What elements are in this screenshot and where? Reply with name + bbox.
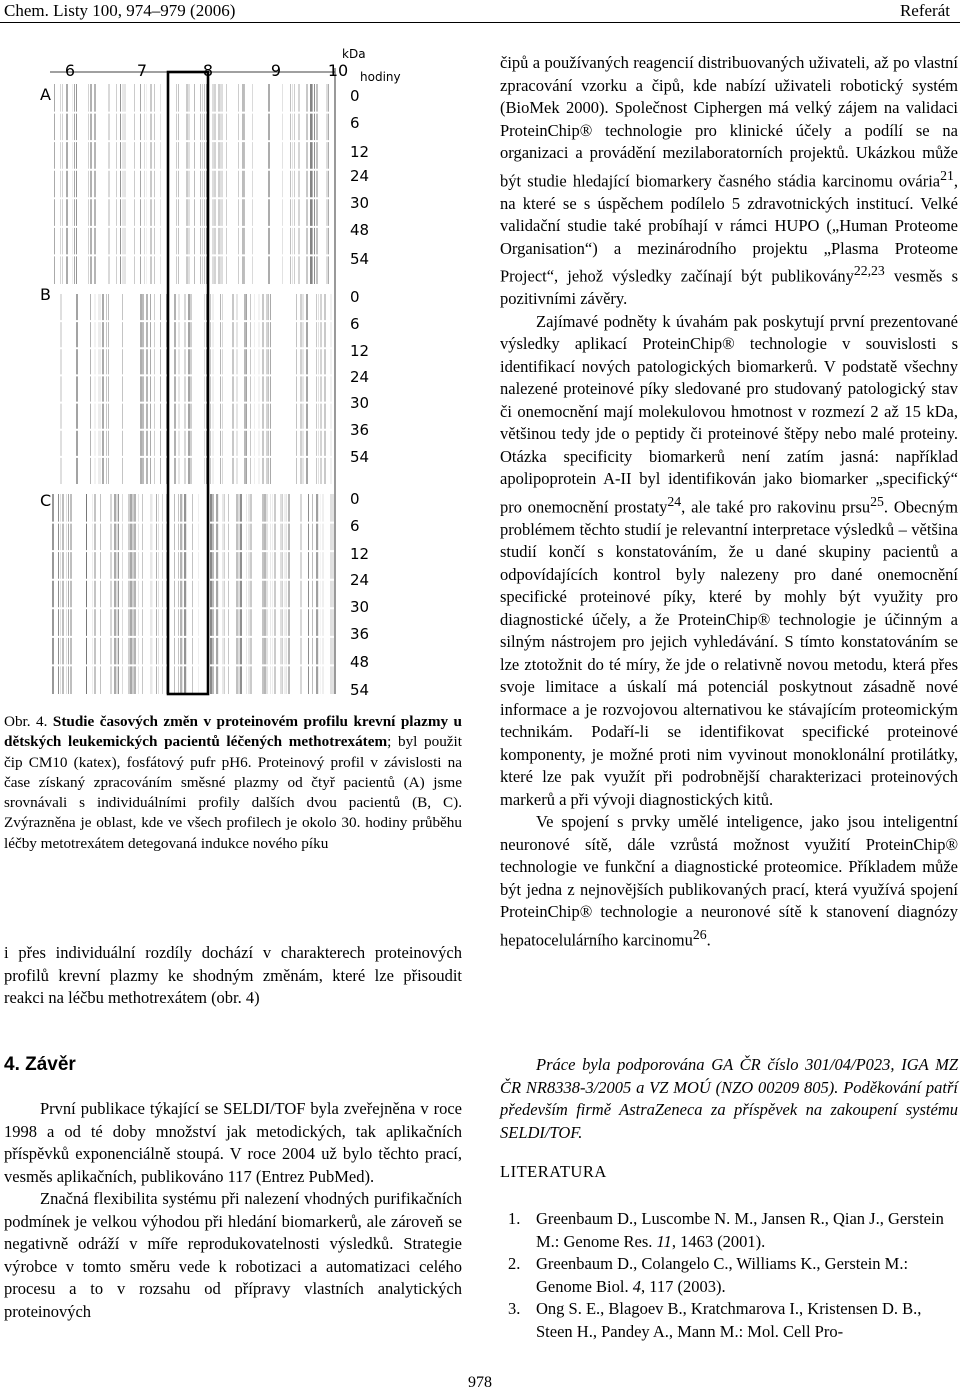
gel-band	[314, 84, 315, 284]
gel-band	[300, 494, 302, 694]
mass-tick-9: 9	[270, 61, 282, 80]
gel-band	[272, 494, 273, 694]
gel-band	[140, 294, 142, 484]
citation-sup: 26	[692, 926, 707, 942]
gel-band	[286, 494, 287, 694]
gel-band	[200, 84, 201, 284]
gel-band	[174, 494, 175, 694]
ref-text: Ong S. E., Blagoev B., Kratchmarova I., Kristensen D. B., Steen H., Pandey A., Mann M.: Mol. Cell Pro-	[536, 1299, 922, 1341]
gel-band	[90, 84, 92, 284]
gel-band	[202, 84, 203, 284]
gel-band	[298, 84, 300, 284]
gel-band	[284, 494, 286, 694]
gel-band	[122, 494, 123, 694]
gel-band	[98, 294, 100, 484]
gel-band	[216, 494, 218, 694]
gel-band	[142, 294, 144, 484]
gel-band	[210, 494, 212, 694]
text-run: čipů a používaných reagencií distribuovaných uživateli, až po vlastní zpracování vzorku a čipů, kde nabízí uživateli robotický systém (BioMek 2000). Společnost Ciphergen má velký zájem na validaci ProteinChip® technologie pro klinické účely a podílí se na organizaci a provádění mezilaboratorních projektů. Ukázkou může být studie hledající biomarkery časného stádia karcinomu ovária	[500, 53, 958, 190]
gel-band	[90, 294, 91, 484]
section-label: Referát	[899, 1, 950, 20]
left-paragraph-1	[4, 942, 462, 1010]
gel-band	[296, 294, 297, 484]
gel-band	[144, 84, 145, 284]
gel-band	[218, 494, 219, 694]
hour-label: 30	[350, 394, 370, 412]
gel-band	[316, 494, 318, 694]
gel-band	[326, 84, 328, 284]
gel-band	[178, 84, 179, 284]
gel-band	[92, 494, 93, 694]
text-run: . Obecným problémem těchto studií je relevantní interpretace výsledků – většina studií končí s konstatováním, že u dané skupiny pacientů a odpovídajících kontrol byly nalezeny pro dané onemocnění specifické proteinové píky, které by mohly být využity pro diagnostické účely, a že ProteinChip® technologie je účinným a silným nástrojem pro jejich vyhledávání. S tímto konstatováním se lze ztotožnit do té míry, že jde o relativně novou metodu, která přes svoje limitace a úskalí má potenciál poskytnout zásadně nové informace a je rozvojovou alternativou ke stávajícím proteomickým technikám. Podaří-li se identifikovat specifické proteinové komponenty, je možné proti nim vyvinout monoklonální protilátky, které lze pak využít při podrobnější charakterizaci proteinových markerů a při vývoji diagnostických kitů.	[500, 497, 958, 809]
page-number: 978	[468, 1374, 492, 1391]
text-run: vesměs s pozitivními závěry.	[500, 266, 958, 308]
gel-band	[268, 294, 269, 484]
gel-band	[204, 84, 205, 284]
gel-band	[70, 494, 72, 694]
gel-band	[204, 294, 205, 484]
figure-gel-view	[30, 44, 470, 704]
hour-label: 48	[350, 221, 370, 239]
citation-sup: 25	[870, 493, 884, 509]
hour-label: 0	[350, 288, 360, 306]
gel-band	[154, 84, 155, 284]
paragraph	[500, 311, 958, 812]
gel-band	[322, 494, 324, 694]
hour-label: 48	[350, 653, 370, 671]
gel-band	[244, 294, 246, 484]
acknowledgement	[500, 1054, 958, 1144]
gel-band	[288, 494, 290, 694]
gel-band	[54, 84, 55, 284]
gel-band	[246, 494, 247, 694]
reference-item	[508, 1208, 960, 1253]
gel-band	[188, 294, 190, 484]
gel-band	[118, 494, 119, 694]
gel-image	[30, 44, 470, 704]
gel-band	[242, 84, 244, 284]
hour-label: 12	[350, 342, 370, 360]
caption-title: Studie časových změn v proteinovém profilu krevní plazmy u dětských leukemických pacientů léčených methotrexátem	[4, 713, 462, 751]
gel-band	[212, 494, 214, 694]
gel-band	[318, 294, 319, 484]
gel-band	[222, 494, 224, 694]
text-run: Ve spojení s prvky umělé inteligence, jako jsou inteligentní neuronové sítě, dále vzrůstá možnost využití ProteinChip® technologie ve funkční a diagnostické proteomice. Příkladem může být jedna z nejnovějších publikovaných prací, která využívá spojení ProteinChip® technologie a neuronové sítě k stanovení diagnózy hepatocelulárního karcinomu	[500, 812, 958, 949]
gel-band	[178, 294, 180, 484]
paragraph	[500, 52, 958, 311]
gel-band	[140, 84, 141, 284]
gel-band	[266, 494, 268, 694]
paragraph	[500, 811, 958, 952]
citation-sup: 21	[940, 167, 954, 183]
gel-band	[58, 494, 59, 694]
reference-item	[508, 1298, 960, 1343]
hour-label: 6	[350, 114, 360, 132]
gel-band	[174, 294, 176, 484]
gel-band	[210, 294, 211, 484]
gel-band	[86, 494, 87, 694]
gel-band	[222, 84, 223, 284]
gel-band	[250, 294, 251, 484]
gel-band	[310, 84, 312, 284]
running-head	[0, 0, 960, 26]
gel-band	[88, 84, 89, 284]
gel-band	[212, 294, 214, 484]
gel-band	[152, 494, 153, 694]
gel-band	[236, 294, 238, 484]
section-heading: 4. Závěr	[4, 1054, 76, 1075]
hour-label: 6	[350, 517, 360, 535]
gel-band	[258, 294, 260, 484]
gel-band	[186, 84, 188, 284]
gel-band	[124, 84, 126, 284]
gel-band	[116, 494, 118, 694]
hour-label: 36	[350, 625, 370, 643]
gel-band	[120, 84, 121, 284]
gel-band	[138, 494, 139, 694]
gel-band	[94, 84, 96, 284]
gel-band	[282, 494, 283, 694]
gel-band	[224, 494, 225, 694]
gel-band	[330, 494, 332, 694]
gel-band	[312, 84, 313, 284]
hour-label: 24	[350, 368, 370, 386]
gel-band	[320, 294, 322, 484]
ref-text: Greenbaum D., Colangelo C., Williams K., Gerstein M.: Genome Biol.	[536, 1254, 909, 1296]
gel-band	[108, 84, 110, 284]
gel-band	[108, 294, 109, 484]
gel-band	[218, 84, 220, 284]
gel-band	[270, 494, 271, 694]
gel-band	[94, 494, 96, 694]
panel-label-c: C	[40, 491, 52, 510]
gel-band	[184, 294, 186, 484]
gel-band	[76, 84, 77, 284]
gel-band	[262, 494, 264, 694]
mass-tick-6: 6	[64, 61, 76, 80]
gel-band	[94, 294, 96, 484]
gel-band	[328, 84, 329, 284]
gel-band	[238, 494, 240, 694]
gel-band	[76, 294, 78, 484]
gel-band	[128, 494, 130, 694]
gel-band	[280, 494, 282, 694]
gel-band	[150, 494, 152, 694]
gel-band	[316, 294, 317, 484]
gel-band	[294, 84, 295, 284]
gel-band	[266, 294, 268, 484]
right-column-text	[500, 52, 958, 952]
ref-volume: 4	[632, 1276, 641, 1296]
paragraph: První publikace týkající se SELDI/TOF byla zveřejněna v roce 1998 a od té doby množství jak metodických, tak aplikačních příspěvků exponenciálně stoupá. V roce 2004 už bylo těchto prací, vesměs aplikačních, publikováno 117 (Entrez PubMed).	[4, 1099, 462, 1186]
reference-list	[508, 1208, 960, 1343]
hour-label: 24	[350, 571, 370, 589]
reference-item	[508, 1253, 960, 1298]
gel-band	[320, 494, 321, 694]
gel-band	[142, 494, 143, 694]
gel-band	[274, 494, 276, 694]
panel-label-b: B	[40, 285, 51, 304]
ref-number: 2.	[508, 1254, 521, 1273]
hour-label: 36	[350, 421, 370, 439]
citation-sup: 24	[667, 493, 682, 509]
gel-band	[220, 294, 221, 484]
figure-caption	[4, 712, 462, 854]
left-paragraphs	[4, 1098, 462, 1323]
ref-volume: 11	[656, 1231, 672, 1251]
gel-band	[178, 494, 179, 694]
gel-band	[262, 294, 264, 484]
gel-band	[186, 494, 187, 694]
panel-label-a: A	[40, 85, 51, 104]
gel-band	[116, 84, 117, 284]
gel-band	[220, 84, 222, 284]
gel-band	[68, 494, 69, 694]
gel-band	[132, 494, 134, 694]
gel-band	[318, 494, 319, 694]
gel-band	[102, 294, 104, 484]
gel-band	[100, 494, 101, 694]
gel-band	[244, 84, 245, 284]
gel-band	[332, 494, 334, 694]
gel-band	[52, 494, 54, 694]
gel-band	[194, 84, 195, 284]
gel-band	[100, 294, 101, 484]
gel-band	[72, 84, 73, 284]
gel-band	[238, 84, 239, 284]
gel-band	[62, 494, 64, 694]
hour-label: 24	[350, 167, 370, 185]
ref-text: , 117 (2003).	[640, 1276, 726, 1296]
hours-label: hodiny	[360, 70, 401, 84]
hour-label: 0	[350, 87, 360, 105]
gel-band	[264, 494, 266, 694]
gel-band	[158, 494, 159, 694]
gel-band	[316, 84, 318, 284]
gel-band	[246, 294, 247, 484]
ref-text: Greenbaum D., Luscombe N. M., Jansen R., Qian J., Gerstein M.: Genome Res.	[536, 1209, 944, 1251]
text-run: Zajímavé podněty k úvahám pak poskytují první prezentované výsledky aplikací ProteinChip® technologie v souvislosti s identifikací nových patologických biomarkerů. V podstatě všechny nalezené proteinové píky sledované pro studovaný patologický stav či onemocnění mají molekulovou hmotnost v rozmezí 2 až 15 kDa, většinou tedy jde o peptidy či proteinové štěpy nebo malé proteiny. Otázka specificity biomarkerů není zatím jasná: například apolipoprotein A-II byl identifikován jako biomarker „specifický“ pro onemocnění prostaty	[500, 311, 958, 516]
hour-label: 6	[350, 315, 360, 333]
caption-text: ; byl použit čip CM10 (katex), fosfátový pufr pH6. Proteinový profil v závislosti na čase získaný zpracováním směsné plazmy od čtyř pacientů (A) jsme srovnávali s individuálními profily dalších dvou pacientů (B, C). Zvýrazněna je oblast, kde ve všech profilech je okolo 30. hodiny průběhu léčby metotrexátem detegovaná indukce nového píku	[4, 733, 462, 852]
ref-text: , 1463 (2001).	[671, 1231, 766, 1251]
gel-band	[122, 84, 124, 284]
gel-band	[240, 494, 242, 694]
gel-band	[324, 294, 326, 484]
kda-label: kDa	[342, 47, 366, 61]
gel-band	[60, 84, 61, 284]
gel-band	[282, 84, 283, 284]
paragraph: Značná flexibilita systému při nalezení vhodných purifikačních podmínek je velkou výhodou při hledání biomarkerů, ale zároveň se negativně odráží v míře reprodukovatelnosti výsledků. Strategie výrobce v tomto směru vede k robotizaci a automatizaci celého procesu a to v rozsahu od přípravy vlastních analytických proteinových	[4, 1189, 462, 1321]
ref-number: 3.	[508, 1299, 521, 1318]
gel-band	[192, 494, 193, 694]
gel-band	[160, 294, 161, 484]
gel-band	[226, 84, 227, 284]
gel-band	[60, 294, 62, 484]
gel-band	[74, 84, 75, 284]
gel-band	[198, 494, 199, 694]
gel-band	[330, 294, 332, 484]
gel-band	[190, 294, 192, 484]
gel-band	[188, 84, 190, 284]
text-run: .	[706, 930, 711, 949]
caption-prefix: Obr. 4.	[4, 713, 48, 730]
hour-label: 30	[350, 194, 370, 212]
text-run: , ale také pro rakovinu prsu	[681, 497, 871, 516]
gel-band	[130, 494, 132, 694]
gel-band	[214, 84, 216, 284]
gel-band	[250, 494, 252, 694]
gel-band	[156, 494, 157, 694]
gel-band	[134, 84, 135, 284]
hour-label: 54	[350, 448, 370, 466]
hour-label: 54	[350, 250, 370, 268]
gel-band	[270, 294, 271, 484]
gel-band	[122, 294, 123, 484]
gel-band	[154, 294, 155, 484]
gel-band	[306, 294, 308, 484]
gel-band	[160, 84, 161, 284]
gel-band	[306, 84, 308, 284]
gel-band	[236, 494, 238, 694]
hour-label: 12	[350, 143, 370, 161]
gel-lanes	[52, 84, 334, 694]
gel-band	[212, 84, 214, 284]
gel-band	[176, 84, 177, 284]
header-rule	[0, 22, 960, 23]
gel-band	[268, 84, 270, 284]
hour-label: 0	[350, 490, 360, 508]
gel-band	[228, 494, 229, 694]
ref-number: 1.	[508, 1209, 521, 1228]
paragraph: i přes individuální rozdíly dochází v charakterech proteinových profilů krevní plazmy ke shodným změnám, které lze přisoudit reakci na léčbu methotrexátem (obr. 4)	[4, 943, 462, 1007]
gel-band	[300, 294, 302, 484]
gel-band	[106, 294, 107, 484]
gel-band	[182, 494, 183, 694]
gel-band	[114, 494, 116, 694]
mass-tick-7: 7	[136, 61, 148, 80]
gel-band	[110, 494, 112, 694]
gel-band	[150, 294, 151, 484]
hour-label: 54	[350, 681, 370, 699]
gel-band	[232, 294, 234, 484]
gel-band	[254, 294, 255, 484]
gel-band	[62, 84, 63, 284]
hour-label: 30	[350, 598, 370, 616]
gel-band	[180, 494, 182, 694]
gel-band	[248, 494, 250, 694]
gel-band	[134, 494, 136, 694]
gel-band	[184, 494, 186, 694]
gel-band	[290, 84, 291, 284]
citation-sup: 22,23	[853, 263, 885, 278]
gel-band	[150, 84, 152, 284]
references-heading: LITERATURA	[500, 1162, 607, 1181]
gel-band	[146, 294, 148, 484]
journal-citation: Chem. Listy 100, 974–979 (2006)	[4, 1, 236, 20]
mass-tick-8: 8	[202, 61, 214, 80]
paragraph: Práce byla podporována GA ČR číslo 301/04/P023, IGA MZ ČR NR8338-3/2005 a VZ MOÚ (NZO 00209 805). Poděkování patří především firmě AstraZeneca za příspěvek na zakoupení systému SELDI/TOF.	[500, 1055, 958, 1142]
gel-band	[252, 84, 253, 284]
gel-band	[66, 84, 68, 284]
gel-band	[312, 494, 313, 694]
gel-band	[308, 494, 309, 694]
gel-band	[292, 84, 293, 284]
gel-band	[162, 494, 163, 694]
gel-band	[60, 494, 61, 694]
hour-label: 12	[350, 545, 370, 563]
gel-band	[66, 494, 67, 694]
gel-band	[222, 294, 223, 484]
gel-band	[302, 294, 304, 484]
gel-band	[146, 84, 147, 284]
text-run: , na které se s úspěchem podílelo 5 zdravotnických institucí. Velké validační studie také probíhají v rámci HUPO („Human Proteome Organisation“) a mezinárodního projektu „Plasma Proteome Project“, jehož výsledky začínají být publikovány	[500, 171, 958, 286]
mass-tick-10: 10	[327, 61, 349, 80]
